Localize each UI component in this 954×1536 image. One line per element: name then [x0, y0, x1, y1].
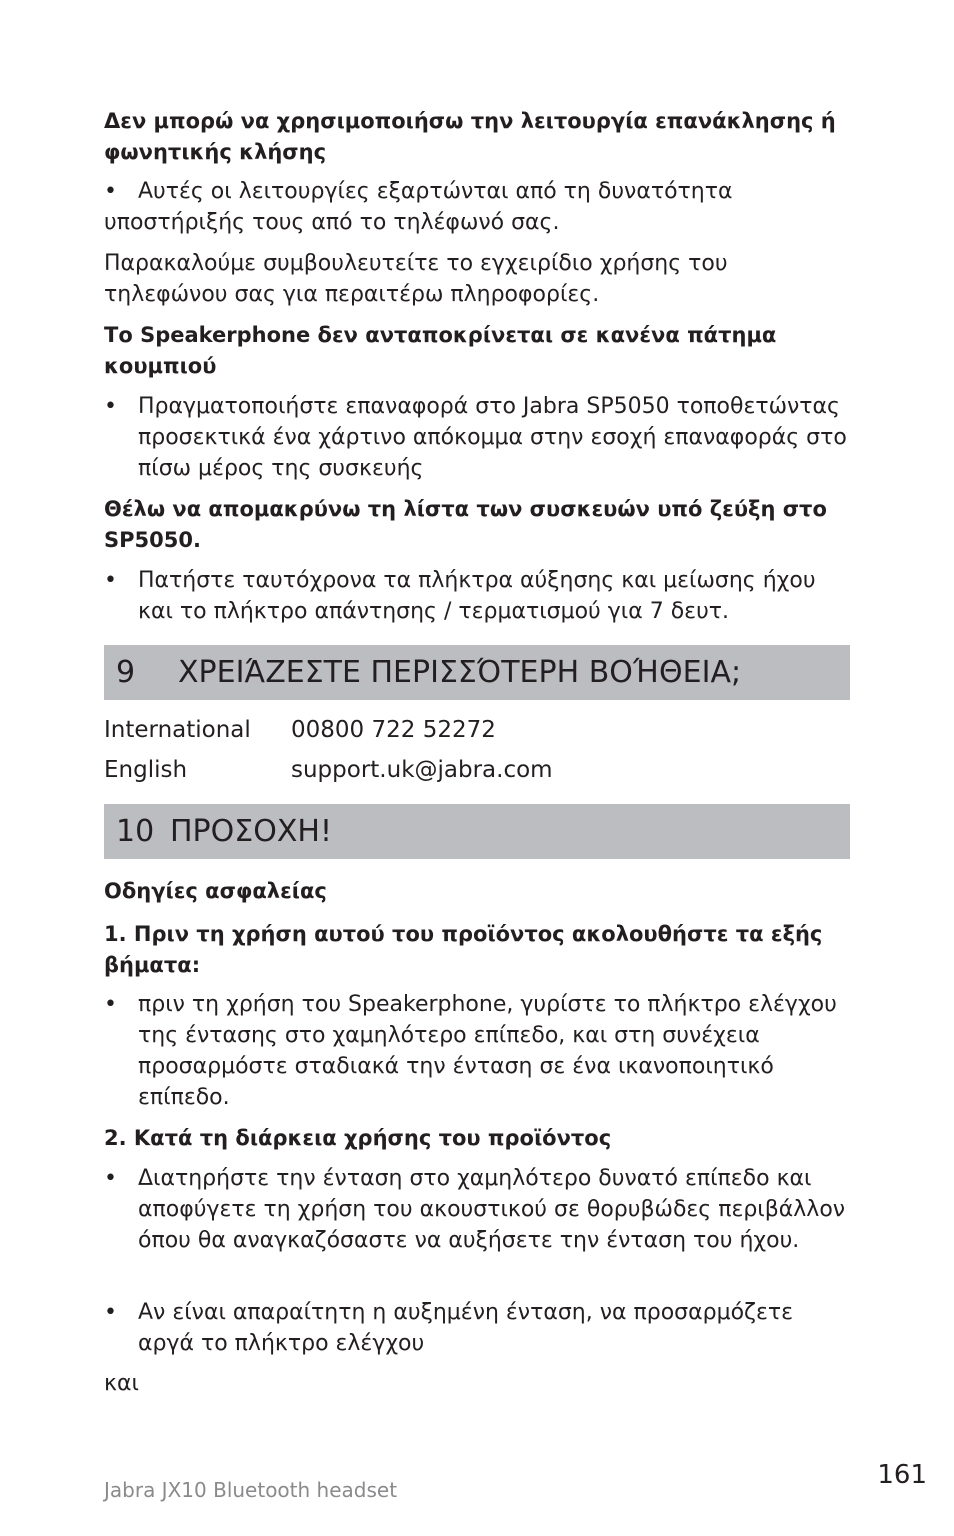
step1-bullet-text: πριν τη χρήση του Speakerphone, γυρίστε το πλήκτρο ελέγχου της έντασης στο χαμηλότερο επίπεδο, και στη συνέχεια προσαρμόστε σταδιακά την ένταση σε ένα ικανοποιητικό επίπεδο.: [138, 992, 837, 1110]
bullet-marker: •: [104, 1166, 117, 1191]
faq-item-1: [104, 106, 852, 168]
step2-bullet-text: Διατηρήστε την ένταση στο χαμηλότερο δυνατό επίπεδο και αποφύγετε τη χρήση του ακουστικού σε θορυβώδες περιβάλλον όπου θα αναγκαζόσαστε να αυξήσετε την ένταση του ήχου.: [138, 1166, 846, 1253]
bullet-marker: •: [104, 179, 117, 204]
step1-heading-wrap: [104, 919, 852, 981]
bullet-marker: •: [104, 992, 117, 1017]
bullet-marker: •: [104, 1300, 117, 1325]
section-title: ΧΡΕΙΆΖΕΣΤΕ ΠΕΡΙΣΣΌΤΕΡΗ ΒΟΉΘΕΙΑ;: [178, 655, 742, 690]
footer-brand: Jabra JX10 Bluetooth headset: [104, 1478, 398, 1502]
section-number: 10: [116, 814, 155, 849]
faq-question: Το Speakerphone δεν ανταποκρίνεται σε κανένα πάτημα κουμπιού: [104, 323, 777, 378]
contact-email[interactable]: support.uk@jabra.com: [291, 757, 553, 783]
step2-heading: 2. Κατά τη διάρκεια χρήσης του προϊόντος: [104, 1126, 612, 1150]
faq-answer: Πατήστε ταυτόχρονα τα πλήκτρα αύξησης και μείωσης ήχου και το πλήκτρο απάντησης / τερματισμού για 7 δευτ.: [138, 568, 816, 624]
faq-bullet-2: [104, 391, 852, 484]
faq-bullet-1: [104, 176, 852, 238]
section-number: 9: [116, 655, 136, 690]
step1-bullet: [104, 989, 852, 1113]
trailing-text: και: [104, 1371, 139, 1396]
section-10-header: [104, 804, 850, 859]
page-number: 161: [877, 1460, 927, 1490]
faq-note-1: [104, 248, 852, 310]
bullet-marker: •: [104, 394, 117, 419]
section-title: ΠΡΟΣΟΧΗ!: [170, 814, 332, 849]
step1-heading: 1. Πριν τη χρήση αυτού του προϊόντος ακολουθήστε τα εξής βήματα:: [104, 922, 823, 977]
faq-note: Παρακαλούμε συμβουλευτείτε το εγχειρίδιο χρήσης του τηλεφώνου σας για περαιτέρω πληροφορίες.: [104, 251, 728, 307]
step2-bullet-text: Αν είναι απαραίτητη η αυξημένη ένταση, να προσαρμόζετε αργά το πλήκτρο ελέγχου: [138, 1300, 794, 1356]
trailing-wrap: [104, 1368, 852, 1399]
faq-answer: Αυτές οι λειτουργίες εξαρτώνται από τη δυνατότητα υποστήριξής τους από το τηλέφωνό σας.: [104, 179, 733, 235]
bullet-marker: •: [104, 568, 117, 593]
section-9-header: [104, 645, 850, 700]
faq-question: Δεν μπορώ να χρησιμοποιήσω την λειτουργία επανάκλησης ή φωνητικής κλήσης: [104, 109, 836, 164]
faq-item-3: [104, 494, 852, 556]
step2-heading-wrap: [104, 1123, 852, 1154]
faq-answer: Πραγματοποιήστε επαναφορά στο Jabra SP5050 τοποθετώντας προσεκτικά ένα χάρτινο απόκομμα στην εσοχή επαναφοράς στο πίσω μέρος της συσκευής: [138, 394, 847, 481]
faq-question: Θέλω να απομακρύνω τη λίστα των συσκευών υπό ζεύξη στο SP5050.: [104, 497, 827, 552]
faq-item-2: [104, 320, 852, 382]
contact-phone: 00800 722 52272: [291, 717, 496, 743]
step2-bullet-2: [104, 1297, 852, 1359]
safety-subheading: Οδηγίες ασφαλείας: [104, 879, 327, 903]
faq-bullet-3: [104, 565, 852, 627]
safety-subheading-wrap: [104, 876, 852, 907]
step2-bullet-1: [104, 1163, 852, 1287]
contact-label: English: [104, 757, 188, 783]
contact-label: International: [104, 717, 251, 743]
